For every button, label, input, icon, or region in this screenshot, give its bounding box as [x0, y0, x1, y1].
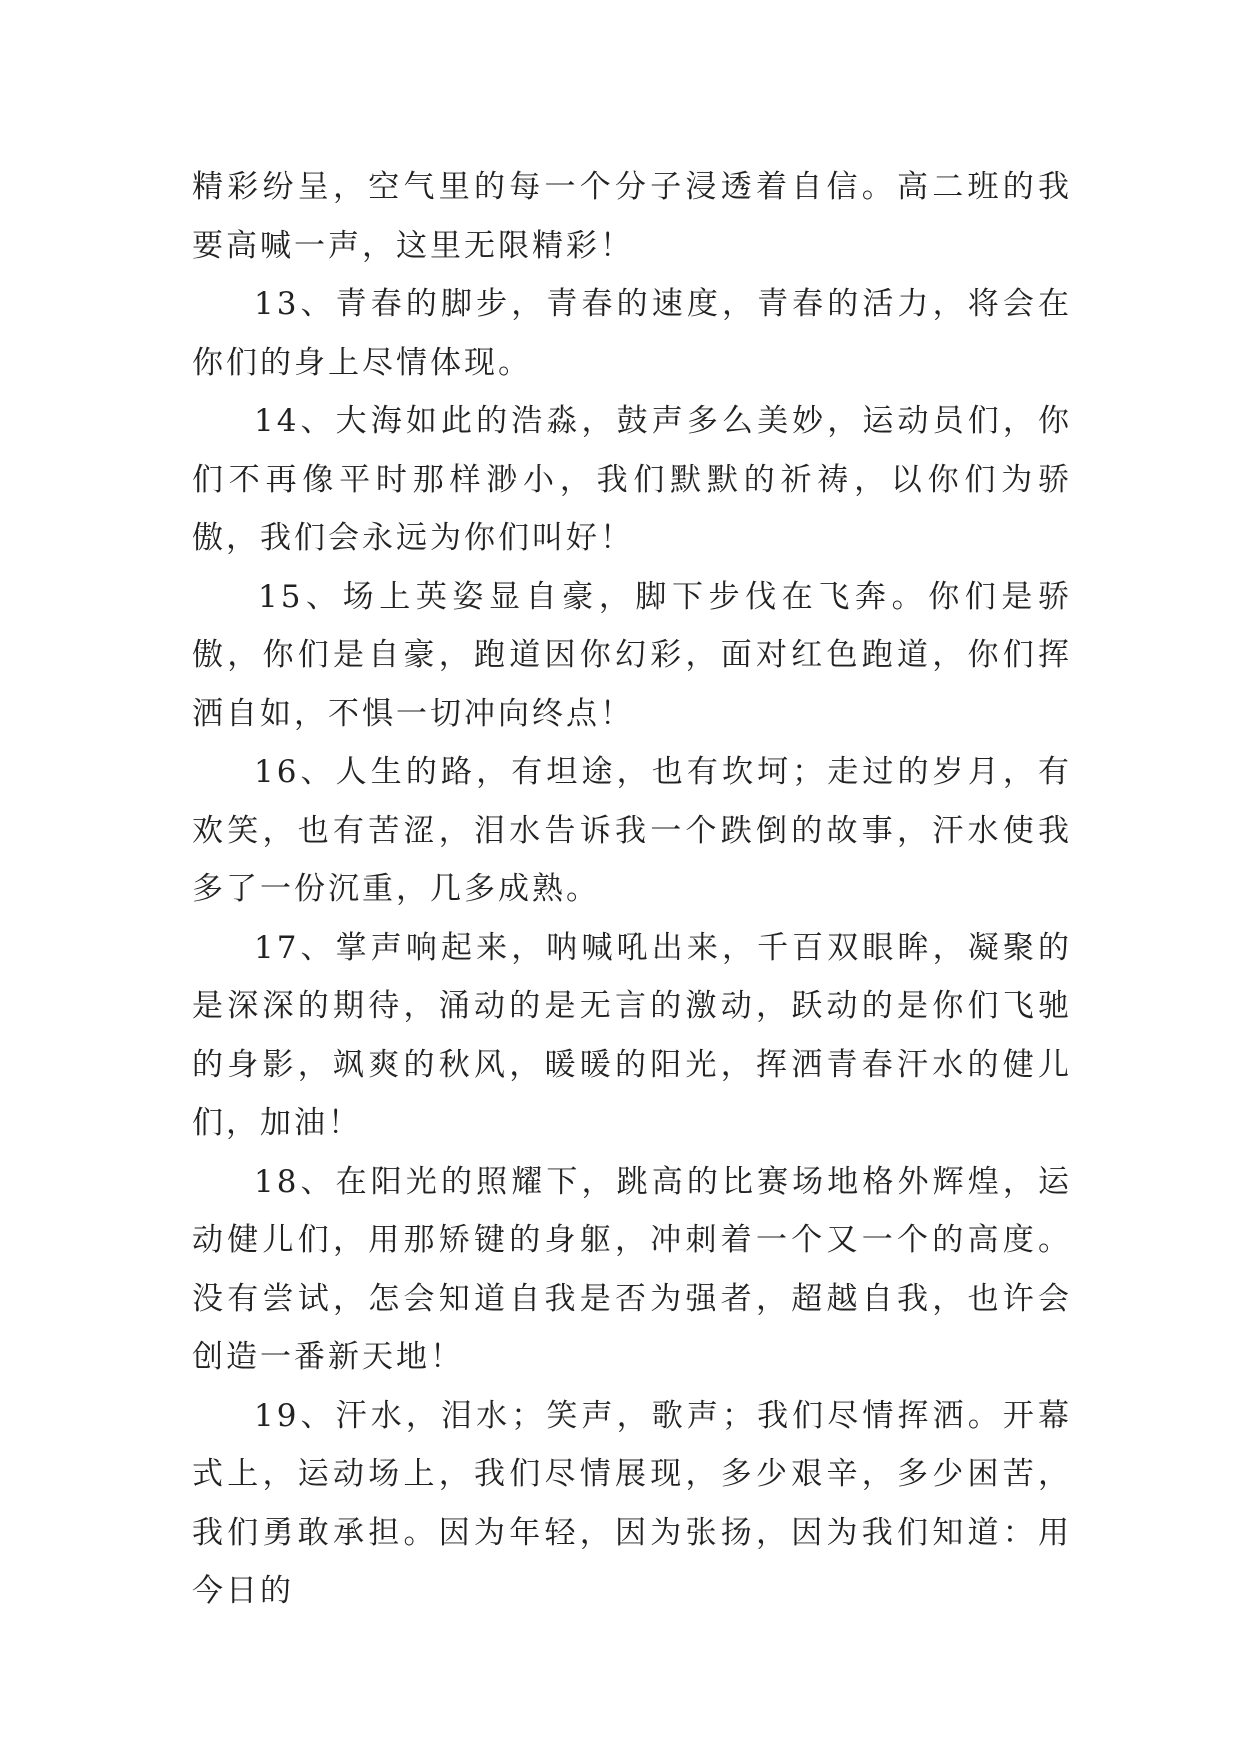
document-body: [192, 158, 1072, 1621]
paragraph-19: 19、汗水，泪水；笑声，歌声；我们尽情挥洒。开幕式上，运动场上，我们尽情展现，多少艰辛，多少困苦，我们勇敢承担。因为年轻，因为张扬，因为我们知道：用今日的: [192, 1397, 1072, 1609]
paragraph-13: 13、青春的脚步，青春的速度，青春的活力，将会在你们的身上尽情体现。: [192, 286, 1072, 381]
paragraph-16: 16、人生的路，有坦途，也有坎坷；走过的岁月，有欢笑，也有苦涩，泪水告诉我一个跌倒的故事，汗水使我多了一份沉重，几多成熟。: [192, 754, 1072, 907]
paragraph-17: 17、掌声响起来，呐喊吼出来，千百双眼眸，凝聚的是深深的期待，涌动的是无言的激动，跃动的是你们飞驰的身影，飒爽的秋风，暖暖的阳光，挥洒青春汗水的健儿们，加油！: [192, 929, 1072, 1141]
paragraph-14: 14、大海如此的浩淼，鼓声多么美妙，运动员们，你们不再像平时那样渺小，我们默默的祈祷，以你们为骄傲，我们会永远为你们叫好！: [192, 403, 1072, 556]
paragraph-18: 18、在阳光的照耀下，跳高的比赛场地格外辉煌，运动健儿们，用那矫键的身躯，冲刺着一个又一个的高度。没有尝试，怎会知道自我是否为强者，超越自我，也许会创造一番新天地！: [192, 1163, 1072, 1375]
paragraph-continuation: 精彩纷呈，空气里的每一个分子浸透着自信。高二班的我要高喊一声，这里无限精彩！: [192, 169, 1072, 264]
paragraph-15: 15、场上英姿显自豪，脚下步伐在飞奔。你们是骄傲，你们是自豪，跑道因你幻彩，面对红色跑道，你们挥洒自如，不惧一切冲向终点！: [192, 578, 1072, 732]
